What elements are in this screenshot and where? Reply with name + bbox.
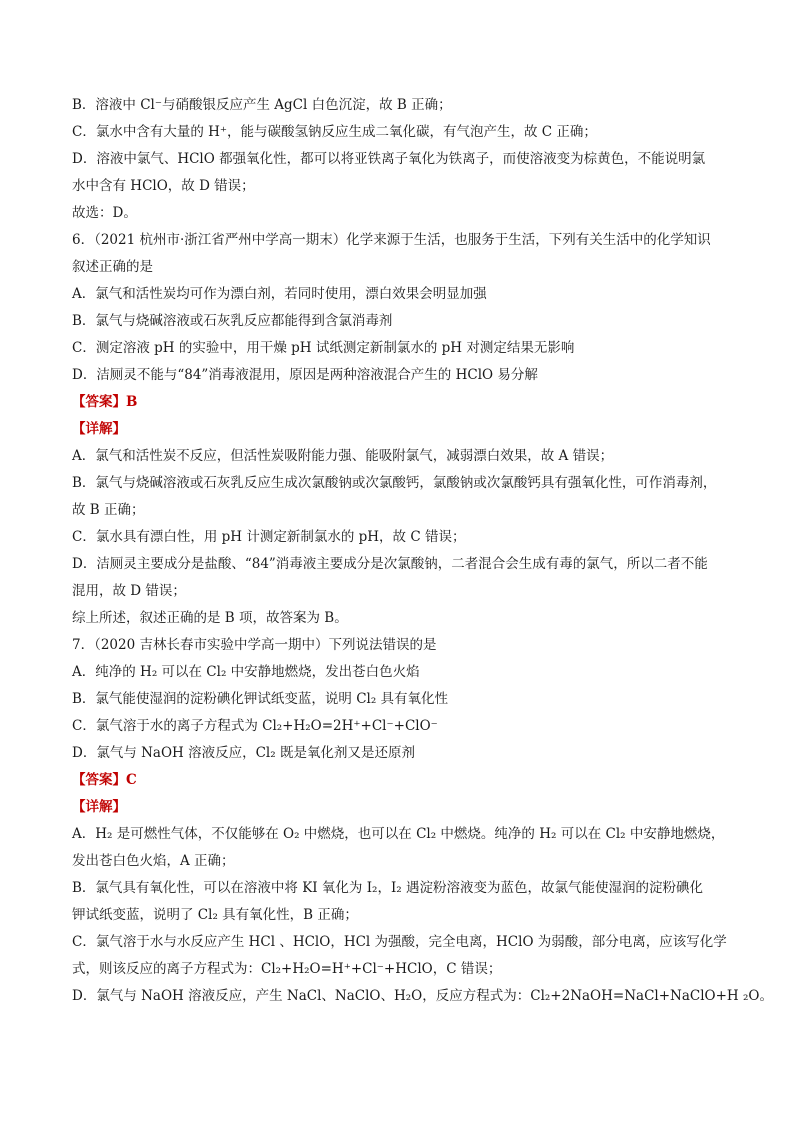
q6-detail-b-2: 故 B 正确； — [72, 502, 145, 518]
q5-option-c-explanation: C．氯水中含有大量的 H⁺，能与碳酸氢钠反应生成二氧化碳，有气泡产生，故 C 正确； — [72, 124, 597, 140]
q6-answer: 【答案】B — [72, 394, 138, 410]
q5-option-b-explanation: B．溶液中 Cl⁻与硝酸银反应产生 AgCl 白色沉淀，故 B 正确； — [72, 97, 452, 113]
q6-option-d: D．洁厕灵不能与“84”消毒液混用，原因是两种溶液混合产生的 HClO 易分解 — [72, 367, 538, 383]
q7-detail-label: 【详解】 — [72, 799, 126, 815]
q7-detail-c-1: C．氯气溶于水与水反应产生 HCl 、HClO，HCl 为强酸，完全电离，HClO 为弱酸，部分电离，应该写化学 — [72, 934, 727, 950]
q5-conclusion: 故选：D。 — [72, 205, 137, 221]
q7-detail-c-2: 式，则该反应的离子方程式为：Cl₂+H₂O=H⁺+Cl⁻+HClO，C 错误； — [72, 961, 502, 977]
q7-option-c: C．氯气溶于水的离子方程式为 Cl₂+H₂O=2H⁺+Cl⁻+ClO⁻ — [72, 718, 438, 734]
q6-stem-1: 6．（2021 杭州市·浙江省严州中学高一期末）化学来源于生活，也服务于生活，下列有关生活中的化学知识 — [72, 232, 711, 248]
q6-detail-a: A．氯气和活性炭不反应，但活性炭吸附能力强、能吸附氯气，减弱漂白效果，故 A 错误； — [72, 448, 614, 464]
q7-detail-b-1: B．氯气具有氧化性，可以在溶液中将 KI 氧化为 I₂，I₂ 遇淀粉溶液变为蓝色，故氯气能使湿润的淀粉碘化 — [72, 880, 703, 896]
q7-option-b: B．氯气能使湿润的淀粉碘化钾试纸变蓝，说明 Cl₂ 具有氧化性 — [72, 691, 449, 707]
q6-summary: 综上所述，叙述正确的是 B 项，故答案为 B。 — [72, 610, 348, 626]
q5-option-d-explanation-2: 水中含有 HClO，故 D 错误； — [72, 178, 255, 194]
q7-option-a: A．纯净的 H₂ 可以在 Cl₂ 中安静地燃烧，发出苍白色火焰 — [72, 664, 420, 680]
q6-detail-label: 【详解】 — [72, 421, 126, 437]
q7-stem: 7．（2020 吉林长春市实验中学高一期中）下列说法错误的是 — [72, 637, 437, 653]
q7-detail-d: D．氯气与 NaOH 溶液反应，产生 NaCl、NaClO、H₂O，反应方程式为：Cl₂+2NaOH=NaCl+NaClO+H ₂O。 — [72, 988, 773, 1004]
q6-stem-2: 叙述正确的是 — [72, 259, 153, 275]
q6-detail-d-2: 混用，故 D 错误； — [72, 583, 186, 599]
q7-option-d: D．氯气与 NaOH 溶液反应，Cl₂ 既是氧化剂又是还原剂 — [72, 745, 415, 761]
document-body — [72, 92, 773, 1010]
q6-option-b: B．氯气与烧碱溶液或石灰乳反应都能得到含氯消毒剂 — [72, 313, 393, 329]
q6-detail-c: C．氯水具有漂白性，用 pH 计测定新制氯水的 pH，故 C 错误； — [72, 529, 466, 545]
q7-answer: 【答案】C — [72, 772, 137, 788]
q6-option-a: A．氯气和活性炭均可作为漂白剂，若同时使用，漂白效果会明显加强 — [72, 286, 487, 302]
q5-option-d-explanation-1: D．溶液中氯气、HClO 都强氧化性，都可以将亚铁离子氧化为铁离子，而使溶液变为棕黄色，不能说明氯 — [72, 151, 706, 167]
q7-detail-a-1: A．H₂ 是可燃性气体，不仅能够在 O₂ 中燃烧，也可以在 Cl₂ 中燃烧。纯净的 H₂ 可以在 Cl₂ 中安静地燃烧， — [72, 826, 725, 842]
q7-detail-a-2: 发出苍白色火焰，A 正确； — [72, 853, 235, 869]
q6-detail-b-1: B．氯气与烧碱溶液或石灰乳反应生成次氯酸钠或次氯酸钙，氯酸钠或次氯酸钙具有强氧化性，可作消毒剂， — [72, 475, 717, 491]
q7-detail-b-2: 钾试纸变蓝，说明了 Cl₂ 具有氧化性，B 正确； — [72, 907, 358, 923]
q6-detail-d-1: D．洁厕灵主要成分是盐酸、“84”消毒液主要成分是次氯酸钠，二者混合会生成有毒的氯气，所以二者不能 — [72, 556, 708, 572]
q6-option-c: C．测定溶液 pH 的实验中，用干燥 pH 试纸测定新制氯水的 pH 对测定结果无影响 — [72, 340, 575, 356]
